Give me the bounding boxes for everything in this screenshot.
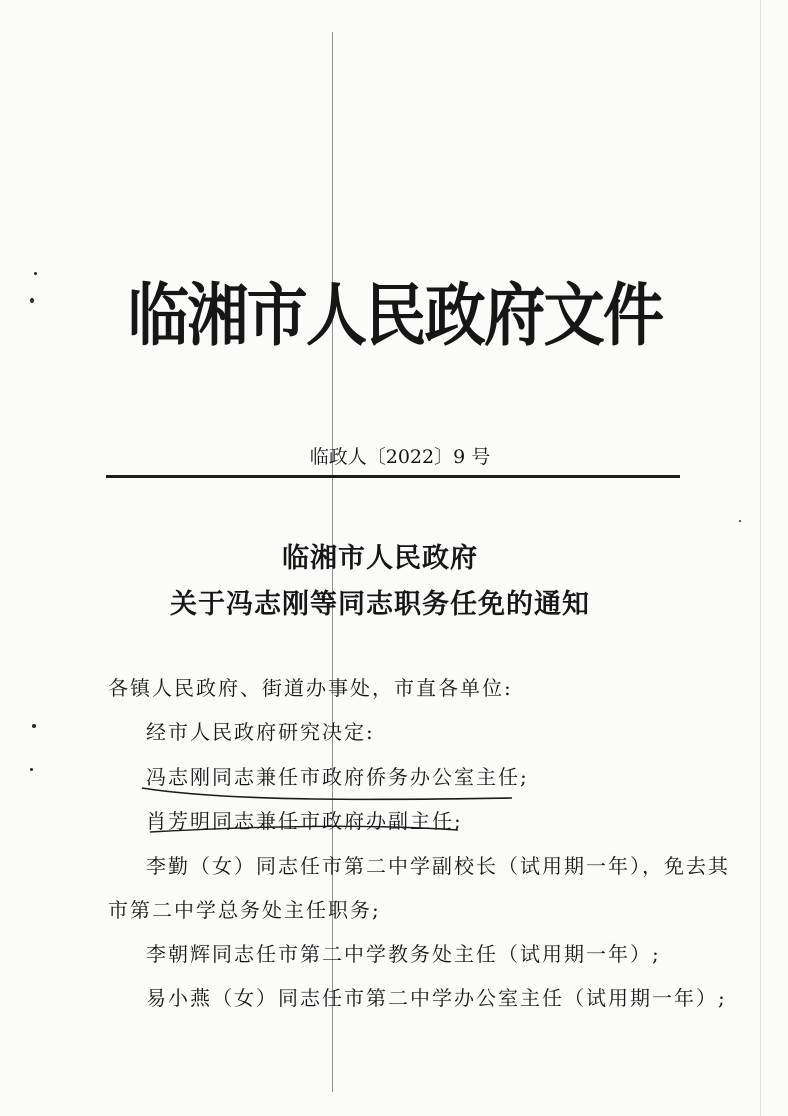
scan-speck [32,724,36,728]
paragraph-2: 冯志刚同志兼任市政府侨务办公室主任; [146,765,529,789]
handwritten-underline-marks [140,780,520,840]
scan-speck [30,298,34,303]
scan-edge-line [760,0,761,1116]
paragraph-3: 肖芳明同志兼任市政府办副主任; [146,809,463,833]
paragraph-4: 李勤（女）同志任市第二中学副校长（试用期一年），免去其 [146,854,730,878]
paragraph-1: 经市人民政府研究决定: [146,720,375,744]
document-number: 临政人〔2022〕9 号 [309,446,491,468]
notice-title-line-2: 关于冯志刚等同志职务任免的通知 [170,589,590,620]
notice-title-line-1: 临湘市人民政府 [282,543,478,574]
salutation: 各镇人民政府、街道办事处，市直各单位: [108,676,513,700]
document-header-title: 临湘市人民政府文件 [127,277,663,356]
scan-speck [34,272,37,275]
paragraph-6: 易小燕（女）同志任市第二中学办公室主任（试用期一年）; [146,986,727,1010]
paragraph-5: 李朝辉同志任市第二中学教务处主任（试用期一年）; [146,942,661,966]
scan-speck [30,768,33,771]
paragraph-4-continued: 市第二中学总务处主任职务; [108,898,381,922]
scan-speck [739,520,741,522]
header-divider-rule [106,475,680,478]
